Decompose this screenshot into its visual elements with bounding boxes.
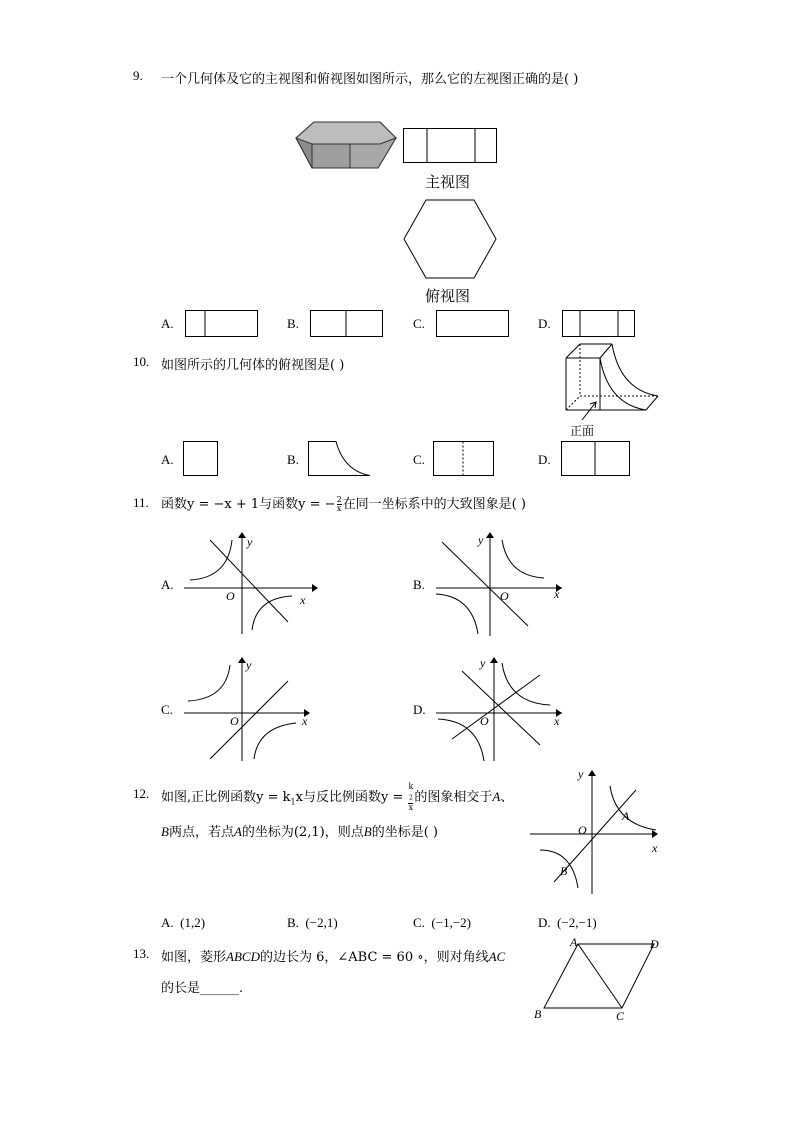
- question-13-line2: 的长是______.: [161, 981, 244, 996]
- curved-solid-figure: [560, 340, 666, 420]
- vertex-a-label: A: [570, 935, 578, 949]
- q12-graph: [528, 764, 668, 898]
- q11-option-d-graph[interactable]: [432, 655, 572, 765]
- rhombus-figure: [530, 932, 670, 1024]
- q10-option-c-label[interactable]: C.: [413, 452, 425, 467]
- q11b-x-label: x: [554, 587, 560, 601]
- q12-x-label: x: [652, 841, 658, 855]
- q11d-origin-label: O: [480, 714, 489, 728]
- q9-option-c-label[interactable]: C.: [413, 316, 425, 331]
- q10-option-d-figure[interactable]: [561, 441, 631, 477]
- q11-option-b-label[interactable]: B.: [413, 577, 425, 592]
- q9-option-b-figure[interactable]: [310, 310, 384, 338]
- vertex-d-label: D: [650, 937, 659, 951]
- q12-option-c[interactable]: C. (−1,−2): [413, 915, 471, 930]
- q11c-origin-label: O: [230, 714, 239, 728]
- q10-option-a-figure[interactable]: [183, 441, 219, 477]
- q11-option-b-graph[interactable]: [432, 530, 572, 640]
- q12-point-b-label: B: [560, 864, 568, 878]
- top-view-caption: 俯视图: [425, 287, 471, 305]
- q11b-origin-label: O: [500, 589, 509, 603]
- q11-option-d-label[interactable]: D.: [413, 702, 426, 717]
- q9-option-b-label[interactable]: B.: [287, 316, 299, 331]
- q10-option-d-label[interactable]: D.: [538, 452, 551, 467]
- question-13-number: 13.: [133, 946, 150, 961]
- q10-option-a-label[interactable]: A.: [161, 452, 174, 467]
- q10-option-b-figure[interactable]: [308, 441, 372, 477]
- q12-option-a[interactable]: A. (1,2): [161, 915, 206, 930]
- q9-option-d-figure[interactable]: [562, 310, 636, 338]
- q12-y-label: y: [578, 767, 584, 781]
- q11b-y-label: y: [478, 533, 484, 547]
- front-view-caption: 主视图: [425, 173, 471, 191]
- q9-option-c-figure[interactable]: [436, 310, 510, 338]
- q11-option-c-label[interactable]: C.: [161, 702, 173, 717]
- question-9-text: 一个几何体及它的主视图和俯视图如图所示，那么它的左视图正确的是( ): [161, 72, 579, 87]
- front-view-figure: [403, 128, 497, 164]
- question-12-line2: B两点，若点A的坐标为(2,1)，则点B的坐标是( ): [161, 824, 438, 840]
- top-view-hexagon: [402, 198, 498, 282]
- question-9-number: 9.: [133, 68, 143, 83]
- question-11-number: 11.: [133, 495, 149, 510]
- vertex-c-label: C: [616, 1009, 625, 1023]
- front-direction-label: 正面: [570, 424, 595, 438]
- question-10-text: 如图所示的几何体的俯视图是( ): [161, 358, 345, 373]
- q11a-origin-label: O: [226, 589, 235, 603]
- q12-option-b[interactable]: B. (−2,1): [287, 915, 338, 930]
- question-11-text: 函数y = −x + 1与函数y = − $\frac{2}{x}$ 在同一坐标系中的大致图象是( ): [161, 495, 526, 513]
- q11-option-a-label[interactable]: A.: [161, 577, 174, 592]
- q11-option-a-graph[interactable]: [180, 530, 320, 640]
- q11d-y-label: y: [480, 656, 486, 670]
- q9-option-a-label[interactable]: A.: [161, 316, 174, 331]
- q12-origin-label: O: [578, 823, 587, 837]
- q11c-y-label: y: [246, 658, 252, 672]
- q12-option-d[interactable]: D. (−2,−1): [538, 915, 597, 930]
- q11-option-c-graph[interactable]: [180, 655, 320, 765]
- hexagonal-prism-figure: [290, 120, 400, 180]
- question-12-number: 12.: [133, 786, 150, 801]
- question-10-number: 10.: [133, 354, 150, 369]
- q9-option-d-label[interactable]: D.: [538, 316, 551, 331]
- q11a-y-label: y: [247, 535, 253, 549]
- q11a-x-label: x: [300, 593, 306, 607]
- q12-point-a-label: A: [622, 809, 630, 823]
- vertex-b-label: B: [534, 1007, 542, 1021]
- q9-option-a-figure[interactable]: [185, 310, 259, 338]
- question-12-line1: 如图,正比例函数$y = k_1x$与反比例函数y = k $_2$ x 的图象相交于A、: [161, 782, 514, 812]
- q11d-x-label: x: [554, 714, 560, 728]
- question-13-line1: 如图，菱形ABCD的边长为 6，∠ABC = 60 ∘，则对角线AC: [161, 949, 506, 965]
- q10-option-c-figure[interactable]: [433, 441, 495, 477]
- q11c-x-label: x: [302, 714, 308, 728]
- q10-option-b-label[interactable]: B.: [287, 452, 299, 467]
